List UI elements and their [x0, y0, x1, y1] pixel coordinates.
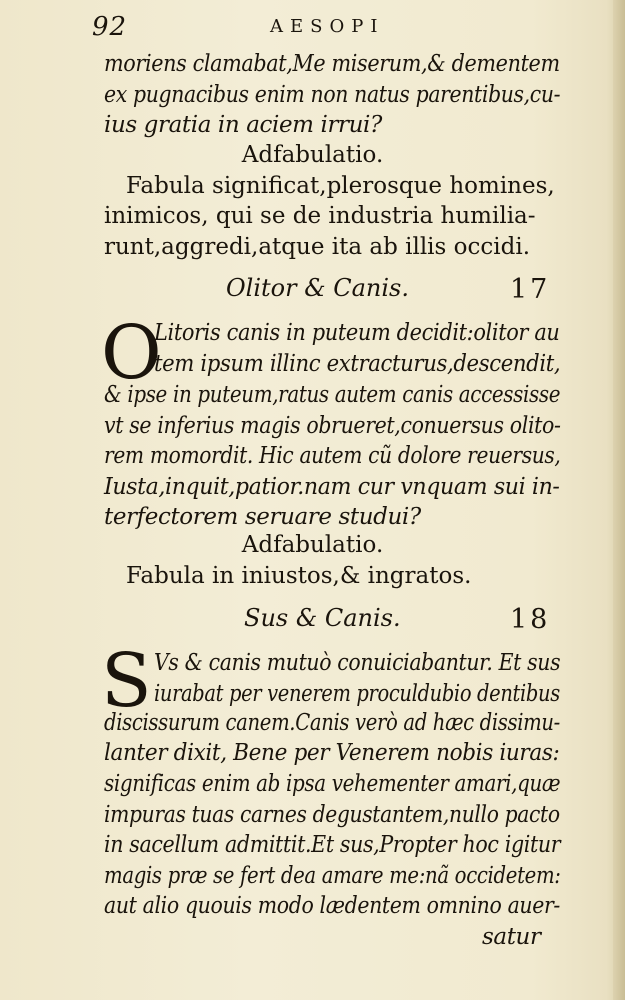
page-number: 92 [92, 12, 128, 42]
fable18-line-4: lanter dixit, Bene per Venerem nobis iuras: [104, 740, 560, 766]
fable17-line-2: tem ipsum illinc extracturus,descendit, [154, 351, 561, 377]
page-header [0, 12, 625, 46]
fable17-number: 17 [510, 274, 551, 305]
fable17-title: Olitor & Canis. [226, 274, 409, 302]
fable18-line-3: discissurum canem.Canis verò ad hæc dissimu- [104, 710, 560, 736]
fable18-line-7: in sacellum admittit.Et sus,Propter hoc igitur [104, 832, 561, 858]
fable18-line-6: impuras tuas carnes degustantem,nullo pacto [104, 802, 560, 828]
fable17-moral-line: Fabula in iniustos,& ingratos. [126, 563, 472, 589]
fable18-line-2: iurabat per venerem proculdubio dentibus [154, 681, 560, 707]
fable17-line-3: & ipse in puteum,ratus autem canis accessisse [104, 382, 561, 408]
fable16-line-3: ius gratia in aciem irrui? [104, 112, 382, 138]
fable16-moral-line-3: runt,aggredi,atque ita ab illis occidi. [104, 234, 531, 260]
fable17-line-1: Litoris canis in puteum decidit:olitor au [154, 320, 560, 346]
fable17-adfabulatio-label: Adfabulatio. [241, 532, 384, 558]
fable17-line-5: rem momordit. Hic autem cũ dolore reuersus, [104, 443, 561, 469]
fable18-drop-cap: S [101, 638, 152, 724]
fable18-line-1: Vs & canis mutuò conuiciabantur. Et sus [154, 650, 561, 676]
fable16-line-1: moriens clamabat,Me miserum,& dementem [104, 51, 560, 77]
running-head: AESOPI [270, 16, 385, 37]
fable16-moral-line-1: Fabula significat,plerosque homines, [126, 173, 555, 199]
fable17-drop-cap: O [101, 310, 162, 396]
fable16-adfabulatio-label: Adfabulatio. [241, 142, 384, 168]
fable16-line-2: ex pugnacibus enim non natus parentibus,cu- [104, 82, 561, 108]
fable16-moral-line-2: inimicos, qui se de industria humilia- [104, 203, 536, 229]
fable18-number: 18 [510, 604, 551, 635]
fable17-line-6: Iusta,inquit,patior.nam cur vnquam sui in- [104, 474, 560, 500]
fable18-line-8: magis præ se fert dea amare me:nã occidetem: [104, 863, 561, 889]
fable17-line-4: vt se inferius magis obrueret,conuersus olito- [104, 413, 561, 439]
catchword: satur [482, 924, 541, 950]
fable18-line-5: significas enim ab ipsa vehementer amari,quæ [104, 771, 561, 797]
fable18-title: Sus & Canis. [244, 604, 401, 632]
fable18-line-9: aut alio quouis modo lædentem omnino auer- [104, 893, 560, 919]
fable17-line-7: terfectorem seruare studui? [104, 504, 421, 530]
